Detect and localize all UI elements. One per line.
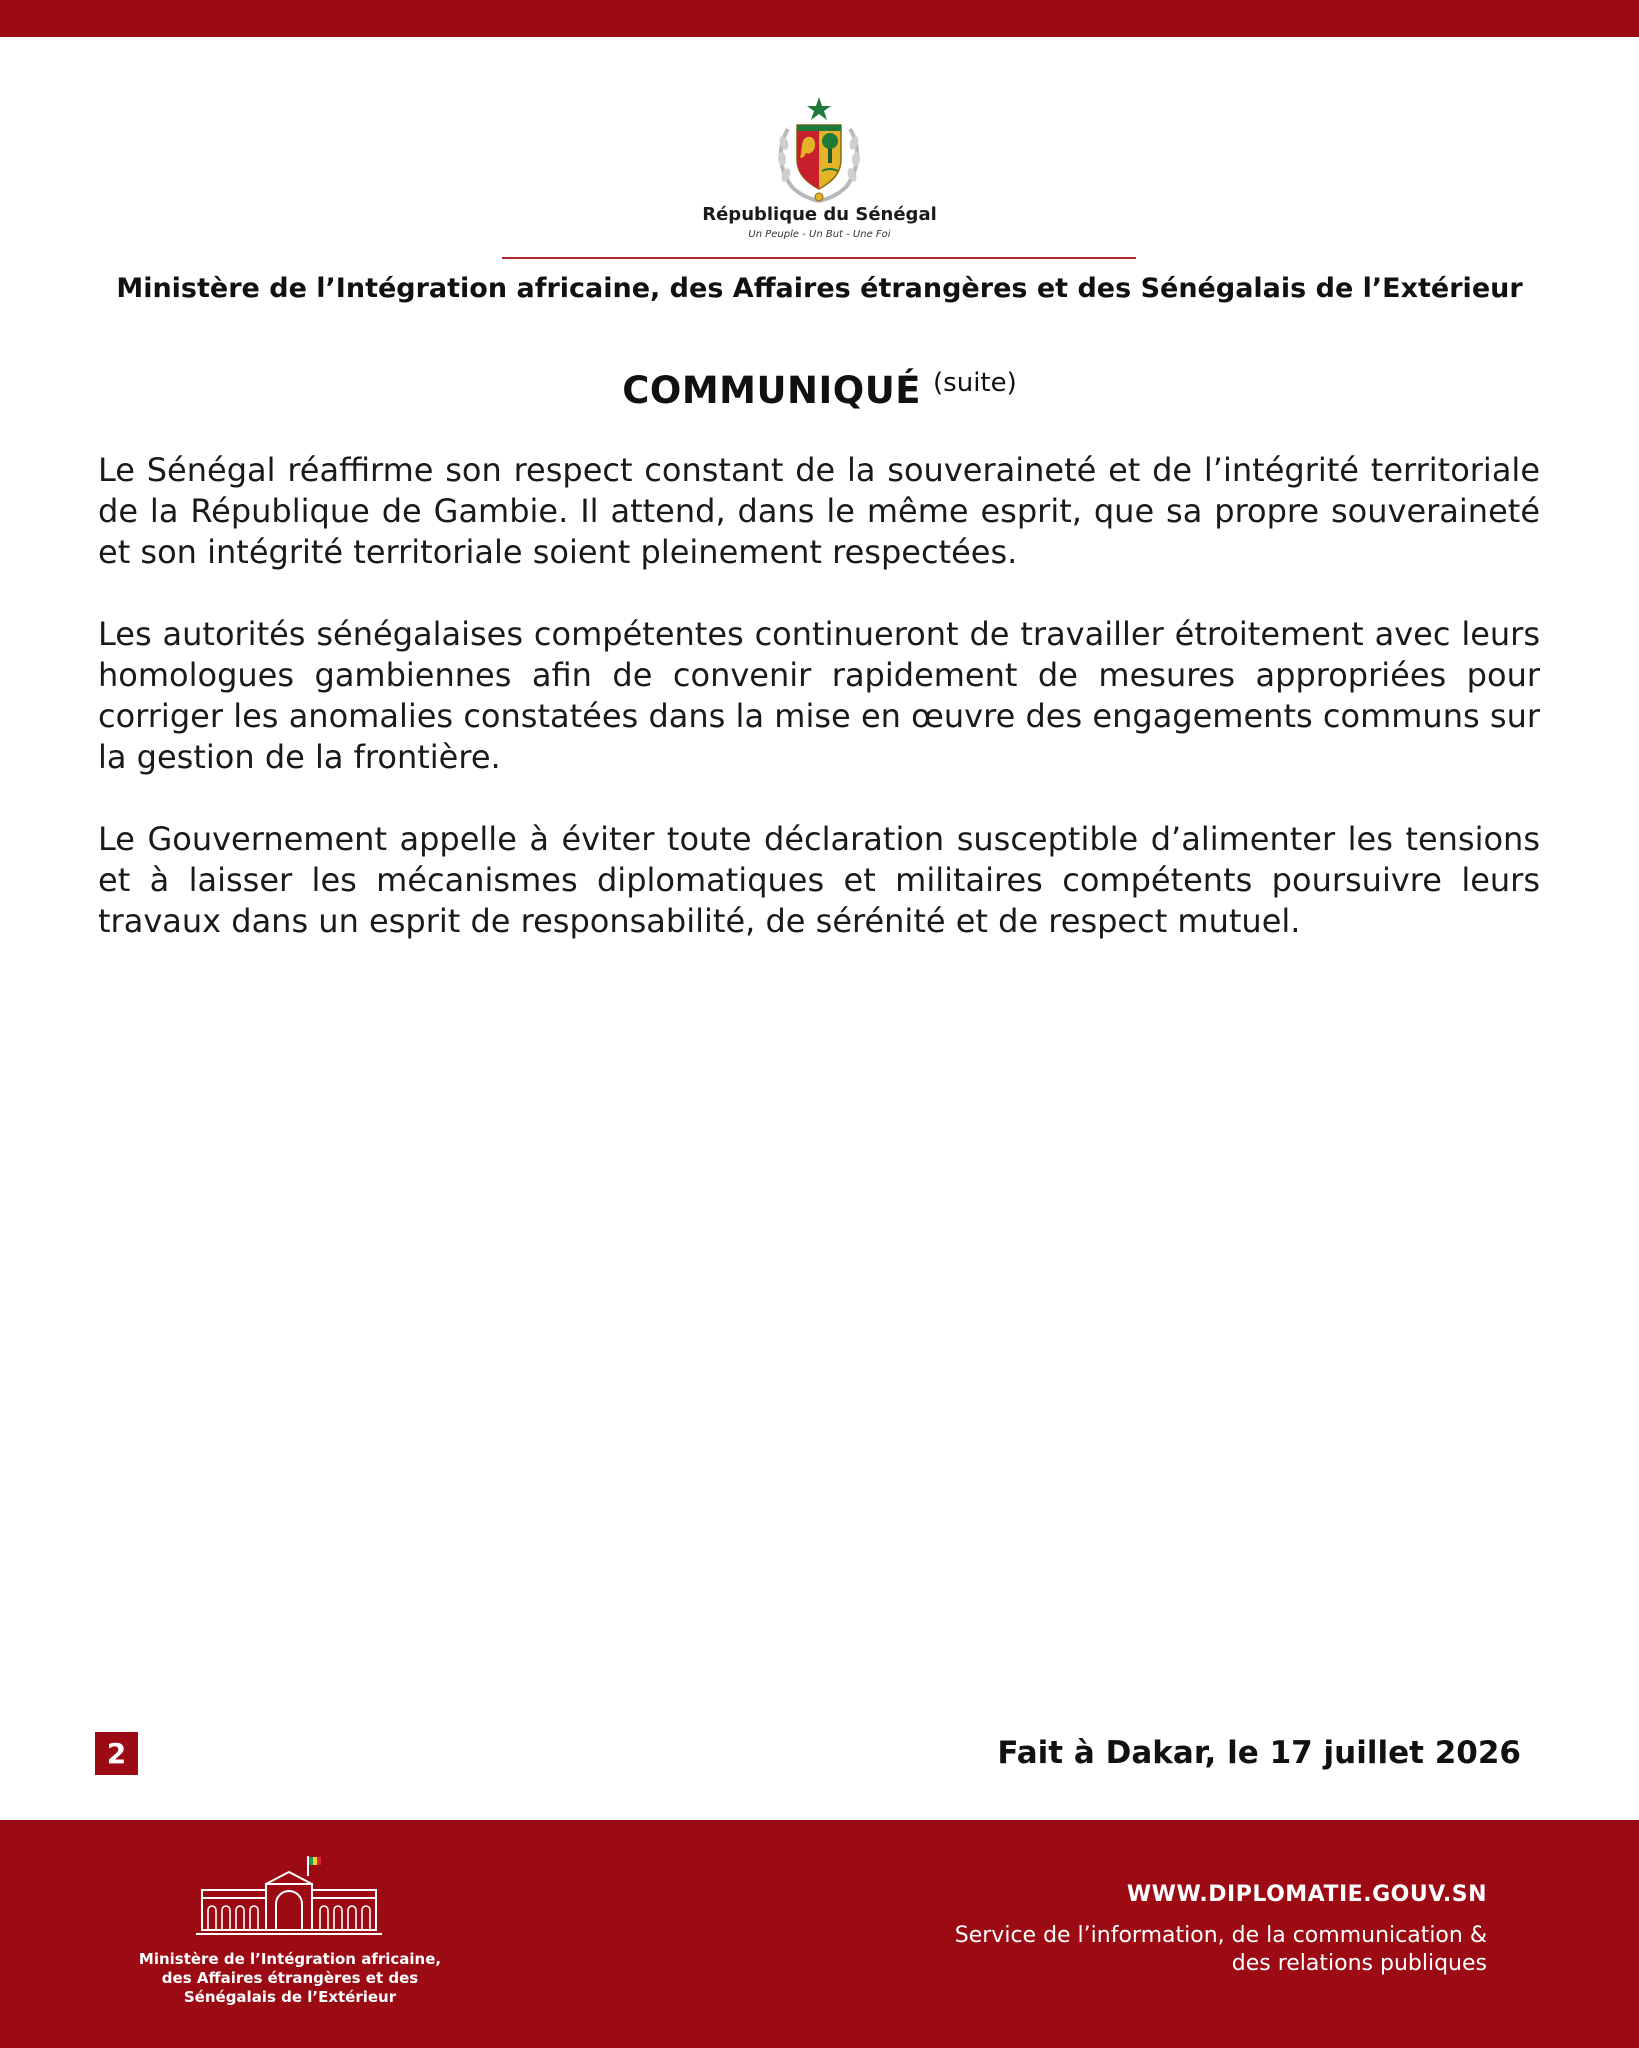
senegal-coat-of-arms-icon: [770, 95, 868, 205]
website-link[interactable]: WWW.DIPLOMATIE.GOUV.SN: [1126, 1882, 1487, 1907]
republic-name: République du Sénégal: [702, 204, 937, 225]
footer-ministry-line: Sénégalais de l’Extérieur: [183, 1988, 397, 2006]
service-line: des relations publiques: [1231, 1951, 1487, 1976]
paragraph: Le Gouvernement appelle à éviter toute déclaration susceptible d’alimenter les tensions et à laisser les mécanismes diplomatiques et militaires compétents poursuivre leurs travaux dans un esprit de responsabilité, de sérénité et de respect mutuel.: [98, 820, 1540, 940]
paragraph: Les autorités sénégalaises compétentes continueront de travailler étroitement avec leurs homologues gambiennes afin de convenir rapidement de mesures appropriées pour corriger les anomalies constatées dans la mise en œuvre des engagements communs sur la gestion de la frontière.: [98, 615, 1540, 776]
communique-body: [98, 450, 1540, 983]
header-divider: [502, 257, 1136, 259]
footer-ministry-line: Ministère de l’Intégration africaine,: [138, 1950, 442, 1968]
top-band: [0, 0, 1639, 37]
service-line: Service de l’information, de la communication &: [954, 1923, 1487, 1948]
national-motto: Un Peuple - Un But - Une Foi: [748, 229, 891, 240]
ministry-building-icon: [196, 1854, 382, 1938]
footer-ministry-line: des Affaires étrangères et des: [161, 1969, 419, 1987]
service-name: [955, 1922, 1487, 1978]
ministry-title: Ministère de l’Intégration africaine, des Affaires étrangères et des Sénégalais de l’Extérieur: [116, 273, 1523, 304]
document-title-suffix: (suite): [933, 368, 1017, 398]
footer-ministry-name: [120, 1950, 460, 2007]
document-title: [0, 368, 1639, 412]
document-title-main: COMMUNIQUÉ: [622, 369, 922, 412]
place-and-date: Fait à Dakar, le 17 juillet 2026: [997, 1735, 1521, 1771]
page-number-badge: 2: [95, 1732, 138, 1775]
paragraph: Le Sénégal réaffirme son respect constant de la souveraineté et de l’intégrité territoriale de la République de Gambie. Il attend, dans le même esprit, que sa propre souveraineté et son intégrité territoriale soient pleinement respectées.: [98, 451, 1540, 571]
